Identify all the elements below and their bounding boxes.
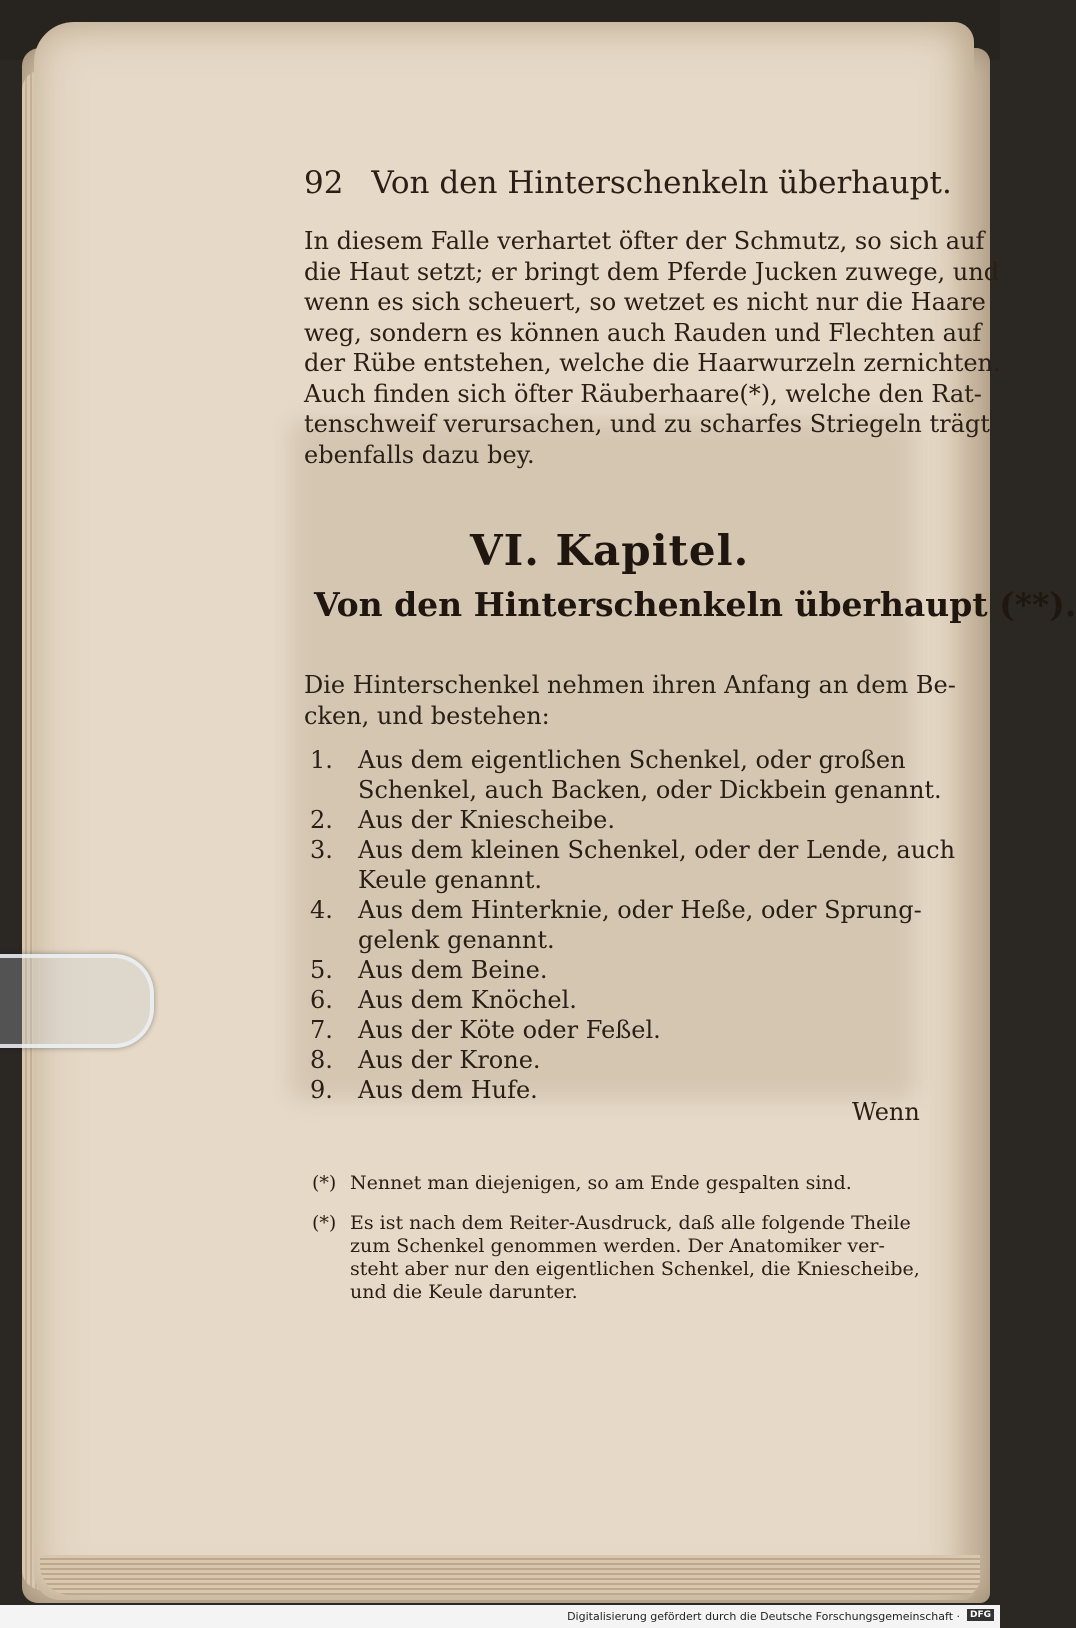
list-item (310, 745, 942, 805)
paragraph-intro (304, 226, 1001, 470)
paragraph-chapter-intro (304, 670, 956, 731)
text-line: Die Hinterschenkel nehmen ihren Anfang an dem Be- (304, 671, 956, 699)
footnote (312, 1212, 920, 1304)
list-number: 7. (310, 1016, 333, 1044)
list-line: Aus dem Knöchel. (358, 986, 577, 1014)
list-line: gelenk genannt. (358, 926, 555, 954)
text-line: die Haut setzt; er bringt dem Pferde Jucken zuwege, und (304, 257, 1000, 286)
text-line: cken, und bestehen: (304, 701, 550, 730)
text-line: wenn es sich scheuert, so wetzet es nicht nur die Haare (304, 288, 986, 316)
list-number: 3. (310, 836, 333, 864)
text-line: In diesem Falle verhartet öfter der Schmutz, so sich auf (304, 227, 985, 255)
list-line: Aus der Krone. (358, 1046, 541, 1074)
footnote (312, 1172, 912, 1195)
footnote-mark: (*) (312, 1172, 337, 1194)
list-line: Aus dem eigentlichen Schenkel, oder großen (358, 746, 906, 774)
list-line: Keule genannt. (358, 866, 542, 894)
list-item (310, 835, 956, 895)
list-number: 6. (310, 986, 333, 1014)
chapter-subtitle: Von den Hinterschenkeln überhaupt (**). (314, 585, 1076, 624)
text-line: der Rübe entstehen, welche die Haarwurzeln zernichten. (304, 349, 1001, 377)
text-line: ebenfalls dazu bey. (304, 440, 535, 469)
list-line: Aus der Köte oder Feßel. (358, 1016, 661, 1044)
list-line: Aus dem Hinterknie, oder Heße, oder Sprung- (358, 896, 922, 924)
digitization-footer (0, 1605, 1000, 1628)
list-line: Aus dem Hufe. (358, 1076, 538, 1104)
footnote-mark: (*) (312, 1212, 337, 1234)
list-number: 8. (310, 1046, 333, 1074)
list-item (310, 1075, 910, 1105)
chapter-title: VI. Kapitel. (470, 526, 750, 575)
list-number: 4. (310, 896, 333, 924)
list-item (310, 1045, 910, 1075)
list-line: Schenkel, auch Backen, oder Dickbein genannt. (358, 776, 942, 804)
catchword: Wenn (852, 1098, 920, 1126)
text-line: Auch finden sich öfter Räuberhaare(*), welche den Rat- (304, 379, 982, 408)
footnote-line: und die Keule darunter. (350, 1281, 578, 1303)
list-item (310, 955, 910, 985)
text-line: weg, sondern es können auch Rauden und Flechten auf (304, 318, 982, 347)
page-stack-bottom (40, 1555, 980, 1595)
dfg-logo: DFG (967, 1609, 994, 1621)
footer-credit: Digitalisierung gefördert durch die Deutsche Forschungsgemeinschaft · (567, 1610, 960, 1623)
list-number: 1. (310, 746, 333, 774)
list-line: Aus dem Beine. (358, 956, 548, 984)
list-number: 5. (310, 956, 333, 984)
list-line: Aus dem kleinen Schenkel, oder der Lende, auch (358, 836, 956, 864)
page-number: 92 (304, 165, 344, 201)
running-header (304, 165, 952, 201)
list-item (310, 895, 922, 955)
footnote-line: zum Schenkel genommen werden. Der Anatomiker ver- (350, 1235, 885, 1257)
page-clip (0, 954, 154, 1048)
numbered-list (310, 745, 956, 1105)
list-item (310, 805, 910, 835)
list-item (310, 1015, 910, 1045)
text-line: tenschweif verursachen, und zu scharfes Striegeln trägt (304, 410, 990, 438)
list-number: 2. (310, 806, 333, 834)
running-head-title: Von den Hinterschenkeln überhaupt. (371, 165, 952, 201)
list-number: 9. (310, 1076, 333, 1104)
footnote-line: steht aber nur den eigentlichen Schenkel, die Kniescheibe, (350, 1258, 920, 1280)
list-line: Aus der Kniescheibe. (358, 806, 615, 834)
footnote-line: Nennet man diejenigen, so am Ende gespalten sind. (350, 1172, 852, 1194)
list-item (310, 985, 910, 1015)
footnote-line: Es ist nach dem Reiter-Ausdruck, daß alle folgende Theile (350, 1212, 911, 1234)
